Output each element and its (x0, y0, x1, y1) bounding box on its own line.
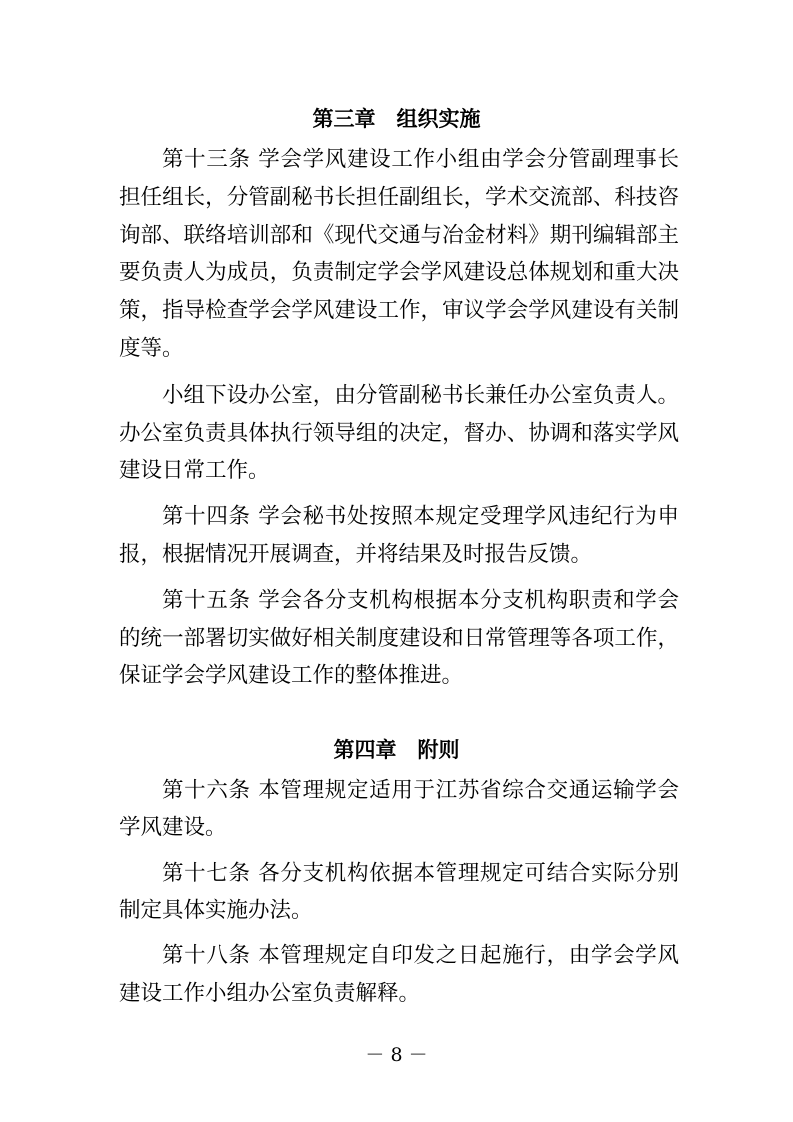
article-17-line-2: 制定具体实施办法。 (119, 898, 313, 923)
page-number: － 8 － (365, 1044, 428, 1066)
article-16-line-1: 第十六条 本管理规定适用于江苏省综合交通运输学会 (162, 778, 679, 803)
article-16-line-2: 学风建设。 (119, 815, 227, 840)
office-line-3: 建设日常工作。 (119, 458, 270, 483)
article-17-line-1: 第十七条 各分支机构依据本管理规定可结合实际分别 (162, 861, 679, 886)
article-18-line-1: 第十八条 本管理规定自印发之日起施行，由学会学风 (162, 943, 679, 968)
article-13-line-4: 要负责人为成员，负责制定学会学风建设总体规划和重大决 (119, 260, 679, 285)
article-15-line-3: 保证学会学风建设工作的整体推进。 (119, 663, 464, 688)
article-13-line-3: 询部、联络培训部和《现代交通与冶金材料》期刊编辑部主 (119, 223, 679, 248)
article-15-line-1: 第十五条 学会各分支机构根据本分支机构职责和学会 (162, 588, 679, 613)
article-15-line-2: 的统一部署切实做好相关制度建设和日常管理等各项工作， (119, 626, 679, 651)
office-line-2: 办公室负责具体执行领导组的决定，督办、协调和落实学风 (119, 421, 679, 446)
chapter-4-title: 第四章 附则 (333, 738, 460, 762)
article-18-line-2: 建设工作小组办公室负责解释。 (119, 981, 421, 1006)
article-13-line-6: 度等。 (119, 336, 184, 361)
office-line-1: 小组下设办公室，由分管副秘书长兼任办公室负责人。 (162, 383, 679, 408)
article-13-line-1: 第十三条 学会学风建设工作小组由学会分管副理事长 (162, 147, 679, 172)
chapter-3-title: 第三章 组织实施 (312, 107, 481, 131)
article-14-line-1: 第十四条 学会秘书处按照本规定受理学风违纪行为申 (162, 504, 679, 529)
article-14-line-2: 报，根据情况开展调查，并将结果及时报告反馈。 (119, 542, 593, 567)
article-13-line-5: 策，指导检查学会学风建设工作，审议学会学风建设有关制 (119, 298, 679, 323)
article-13-line-2: 担任组长，分管副秘书长担任副组长，学术交流部、科技咨 (119, 185, 679, 210)
